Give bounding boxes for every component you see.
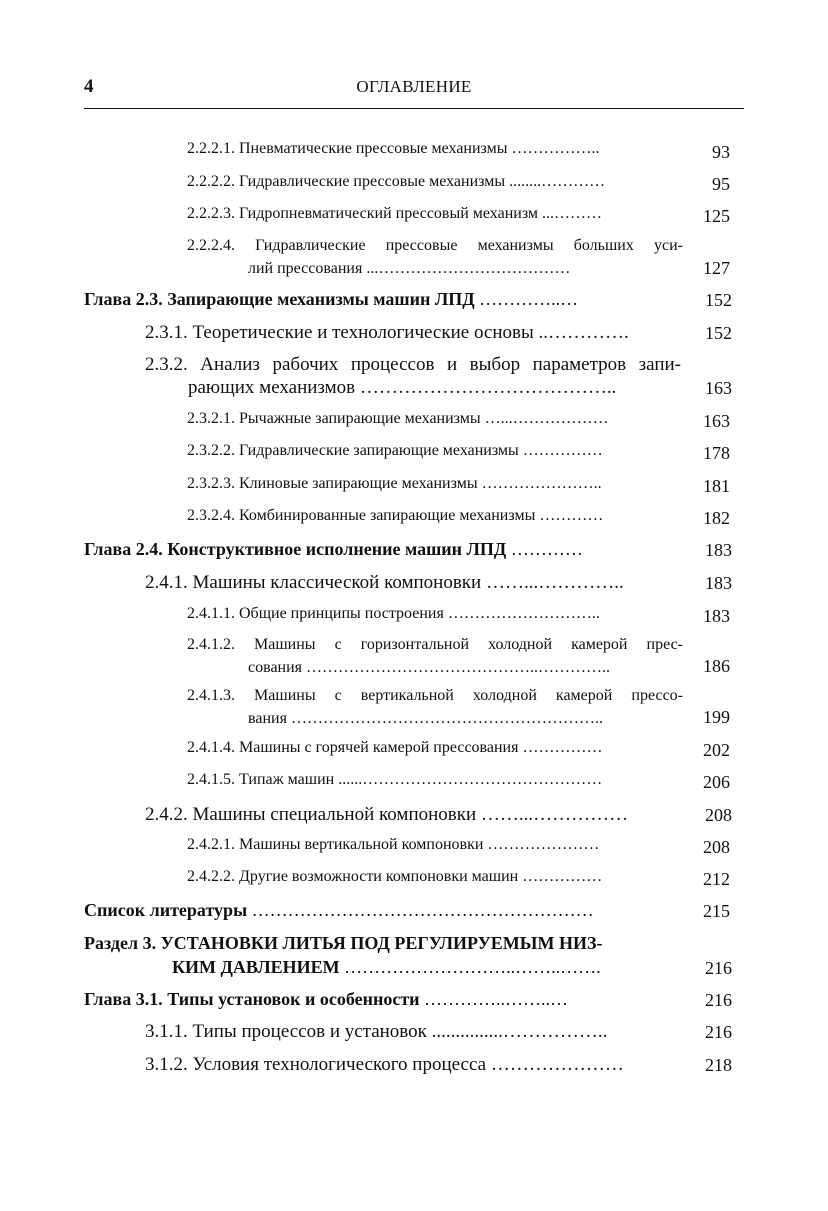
page-header xyxy=(84,74,744,109)
toc-entry-text: 2.3.2.1. Рычажные запирающие механизмы …...……………… xyxy=(187,410,609,427)
toc-entry-text: Глава 3.1. Типы установок и особенности …………..……..… xyxy=(84,989,569,1009)
toc-page-number: 208 xyxy=(703,837,730,857)
toc-entry-text: Список литературы ………………………………………………… xyxy=(84,900,594,920)
toc-page-number: 127 xyxy=(703,258,730,278)
toc-entry-text: 2.2.2.3. Гидропневматический прессовый механизм ...……… xyxy=(187,205,603,222)
toc-page-number: 181 xyxy=(703,476,730,496)
toc-entry-text: 2.4.1.5. Типаж машин ......……………………………………… xyxy=(187,771,603,788)
toc-page-number: 183 xyxy=(705,540,732,560)
toc-entry-text: 2.4.2.2. Другие возможности компоновки машин …………… xyxy=(187,868,603,885)
toc-page-number: 125 xyxy=(703,206,730,226)
toc-entry-text: Глава 2.3. Запирающие механизмы машин ЛПД …………..… xyxy=(84,289,579,309)
toc-page-number: 152 xyxy=(705,323,732,343)
toc-entry-text: 2.2.2.4. Гидравлические прессовые механизмы больших уси- xyxy=(187,237,683,254)
toc-page-number: 183 xyxy=(703,606,730,626)
toc-entry-continuation: вания ………………………………………………….. xyxy=(248,710,603,727)
toc-entry-continuation: КИМ ДАВЛЕНИЕМ ………………………..……..……. xyxy=(172,957,601,977)
toc-page-number: 178 xyxy=(703,443,730,463)
toc-entry-text: Глава 2.4. Конструктивное исполнение машин ЛПД ………… xyxy=(84,539,583,559)
toc-entry-text: 2.4.1.3. Машины с вертикальной холодной камерой прессо- xyxy=(187,687,683,704)
toc-entry-text: 2.4.2.1. Машины вертикальной компоновки ………………… xyxy=(187,836,600,853)
toc-entry-text: 2.3.2.2. Гидравлические запирающие механизмы …………… xyxy=(187,442,603,459)
toc-entry-text: 2.2.2.1. Пневматические прессовые механизмы …………….. xyxy=(187,140,600,157)
toc-page-number: 208 xyxy=(705,805,732,825)
toc-entry-text: 2.2.2.2. Гидравлические прессовые механизмы ........………… xyxy=(187,173,606,190)
toc-page-number: 216 xyxy=(705,990,732,1010)
toc-entry-text: 2.4.2. Машины специальной компоновки ……...…………… xyxy=(145,804,629,825)
toc-entry-continuation: сования ……………………………………..………….. xyxy=(248,659,611,676)
toc-page-number: 218 xyxy=(705,1055,732,1075)
toc-page-number: 182 xyxy=(703,508,730,528)
toc-page-number: 212 xyxy=(703,869,730,889)
toc-page-number: 152 xyxy=(705,290,732,310)
toc-page-number: 183 xyxy=(705,573,732,593)
toc-page-number: 163 xyxy=(705,378,732,398)
toc-page-number: 202 xyxy=(703,740,730,760)
toc-page-number: 206 xyxy=(703,772,730,792)
toc-page-number: 163 xyxy=(703,411,730,431)
toc-entry-text: 2.3.2.4. Комбинированные запирающие механизмы ………… xyxy=(187,507,604,524)
toc-entry-text: 3.1.2. Условия технологического процесса ………………… xyxy=(145,1054,624,1075)
toc-entry-text: 2.4.1. Машины классической компоновки ……...………….. xyxy=(145,572,624,593)
toc-entry-text: 2.3.2.3. Клиновые запирающие механизмы ………………….. xyxy=(187,475,602,492)
toc-page-number: 199 xyxy=(703,707,730,727)
page-number: 4 xyxy=(84,76,94,97)
toc-entry-continuation: лий прессования ...……………………………… xyxy=(248,260,571,277)
toc-page-number: 216 xyxy=(705,1022,732,1042)
toc-entry-text: Раздел 3. УСТАНОВКИ ЛИТЬЯ ПОД РЕГУЛИРУЕМЫМ НИЗ- xyxy=(84,933,603,953)
toc-page-number: 216 xyxy=(705,958,732,978)
toc-entry-text: 2.4.1.1. Общие принципы построения ……………………….. xyxy=(187,605,600,622)
toc-entry-text: 2.4.1.4. Машины с горячей камерой прессования …………… xyxy=(187,739,603,756)
toc-page-number: 186 xyxy=(703,656,730,676)
toc-page-number: 215 xyxy=(703,901,730,921)
running-title: ОГЛАВЛЕНИЕ xyxy=(356,77,472,96)
toc-entry-text: 2.3.2. Анализ рабочих процессов и выбор параметров запи- xyxy=(145,354,681,375)
toc-entry-text: 2.4.1.2. Машины с горизонтальной холодной камерой прес- xyxy=(187,636,683,653)
toc-entry-text: 3.1.1. Типы процессов и установок ...............…………….. xyxy=(145,1021,608,1042)
toc-page-number: 95 xyxy=(712,174,730,194)
toc-entry-text: 2.3.1. Теоретические и технологические основы ..…………. xyxy=(145,322,629,343)
toc-entry-continuation: рающих механизмов ………………………………….. xyxy=(188,377,617,398)
toc-page-number: 93 xyxy=(712,142,730,162)
